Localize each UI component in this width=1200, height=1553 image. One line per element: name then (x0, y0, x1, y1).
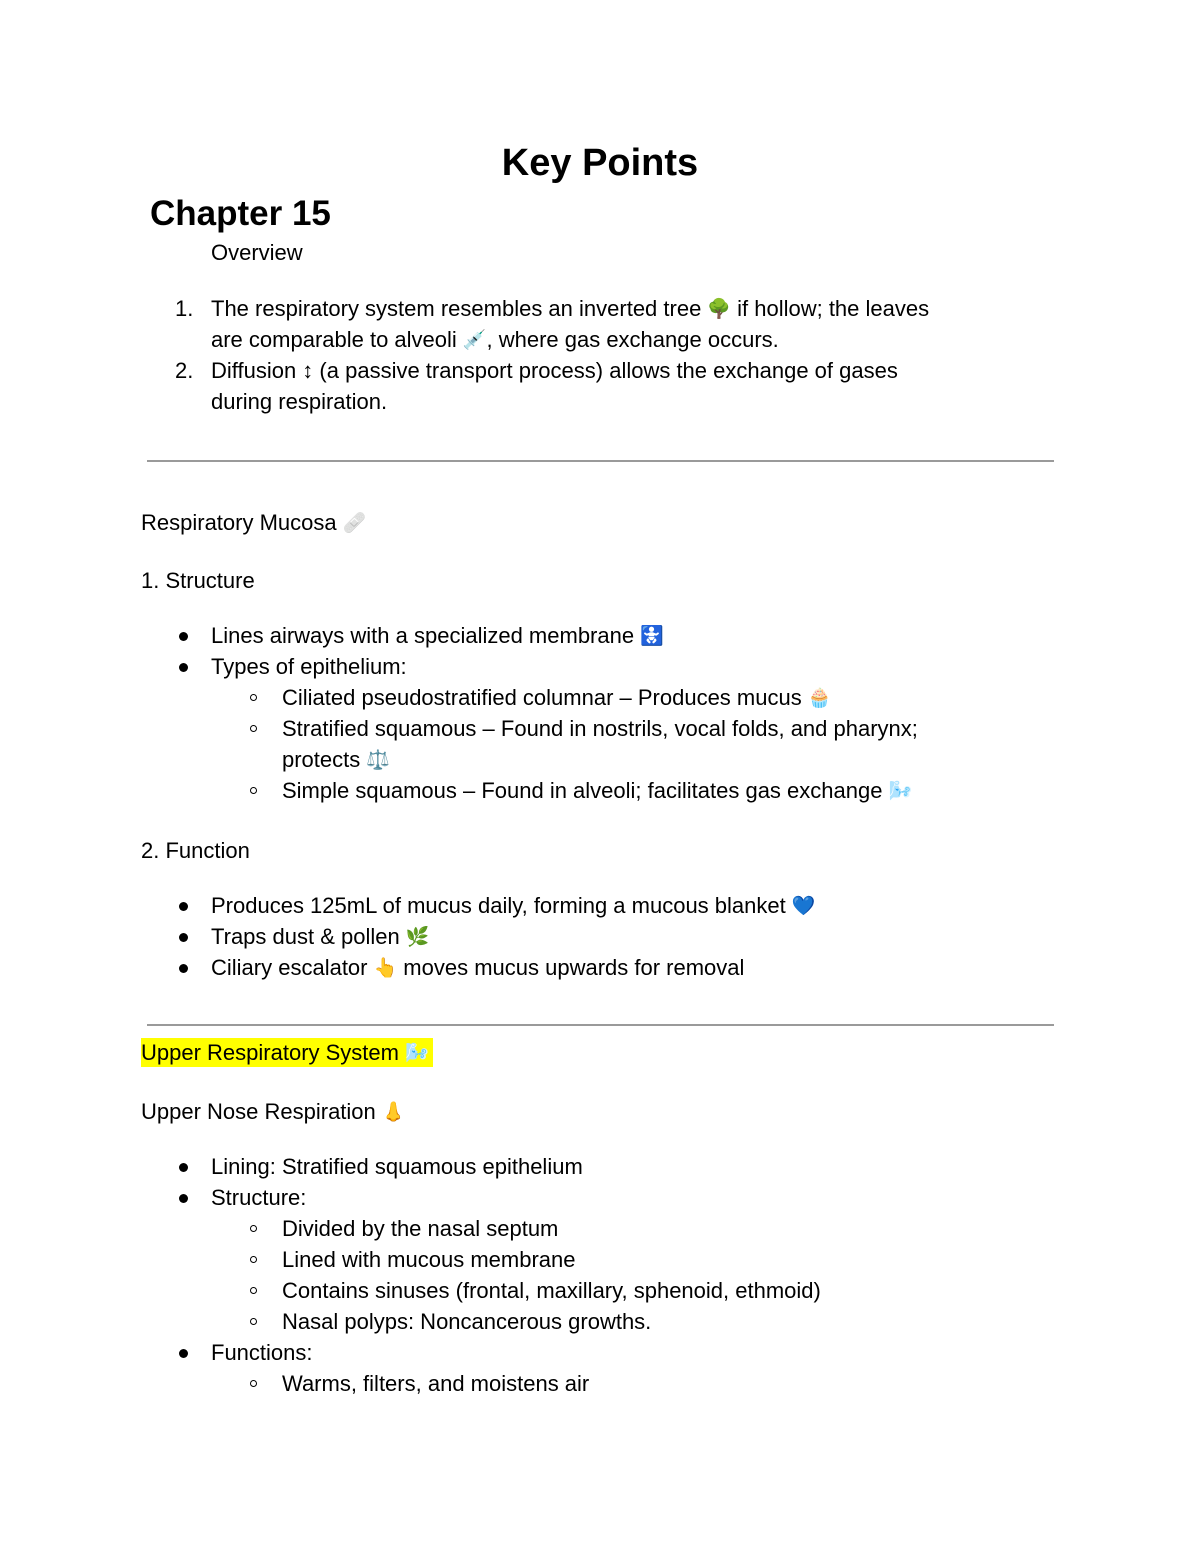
chapter-heading: Chapter 15 (150, 194, 331, 233)
subsection-heading: 1. Structure (141, 568, 255, 593)
item-text: Traps dust & pollen (211, 924, 400, 949)
nose-icon: 👃 (381, 1102, 406, 1123)
list-number: 1. (175, 296, 194, 321)
list-number: 2. (175, 358, 194, 383)
page-title: Key Points (501, 142, 699, 184)
sub-bullet-icon (250, 725, 257, 732)
list-item (211, 890, 815, 922)
heart-icon: 💙 (791, 896, 816, 917)
list-item: Divided by the nasal septum (282, 1216, 559, 1241)
list-item: Nasal polyps: Noncancerous growths. (282, 1309, 652, 1334)
subsection-heading (141, 1096, 405, 1128)
list-item: Diffusion ↕ (a passive transport process) allows the exchange of gases (211, 358, 898, 383)
bandage-icon: 🩹 (342, 513, 367, 534)
sub-bullet-icon (250, 787, 257, 794)
bullet-icon (179, 964, 188, 973)
heading-text: Upper Nose Respiration (141, 1099, 376, 1124)
bullet-icon (179, 933, 188, 942)
list-item: Functions: (211, 1340, 313, 1365)
list-item: Types of epithelium: (211, 654, 407, 679)
sub-bullet-icon (250, 1225, 257, 1232)
sub-bullet-icon (250, 1380, 257, 1387)
divider (147, 1024, 1054, 1026)
heading-text: Upper Respiratory System (141, 1040, 399, 1065)
item-text: Ciliated pseudostratified columnar – Produces mucus (282, 685, 802, 710)
item-text: , where gas exchange occurs. (486, 327, 779, 352)
list-item: Lined with mucous membrane (282, 1247, 576, 1272)
item-text: moves mucus upwards for removal (403, 955, 745, 980)
bullet-icon (179, 902, 188, 911)
wind-icon: 🌬️ (404, 1043, 429, 1064)
section-heading (141, 507, 366, 539)
item-text: Produces 125mL of mucus daily, forming a mucous blanket (211, 893, 786, 918)
list-item: Warms, filters, and moistens air (282, 1371, 590, 1396)
item-text: if hollow; the leaves (737, 296, 930, 321)
sub-bullet-icon (250, 694, 257, 701)
herb-icon: 🌿 (405, 927, 430, 948)
overview-label: Overview (211, 240, 303, 265)
list-item (282, 682, 831, 714)
list-item (211, 620, 664, 652)
list-item-continuation: during respiration. (211, 389, 388, 414)
bullet-icon (179, 1194, 188, 1203)
sub-bullet-icon (250, 1287, 257, 1294)
divider (147, 460, 1054, 462)
list-item: Lining: Stratified squamous epithelium (211, 1154, 583, 1179)
tree-icon: 🌳 (707, 299, 731, 320)
cupcake-icon: 🧁 (807, 688, 832, 709)
sub-bullet-icon (250, 1318, 257, 1325)
scales-icon: ⚖️ (366, 750, 390, 771)
list-item (211, 952, 744, 984)
item-text: are comparable to alveoli (211, 327, 457, 352)
baby-symbol-icon: 🚼 (640, 626, 664, 647)
list-item: Contains sinuses (frontal, maxillary, sphenoid, ethmoid) (282, 1278, 821, 1303)
list-item-continuation (282, 744, 390, 776)
list-item (282, 775, 912, 807)
item-text: Lines airways with a specialized membrane (211, 623, 635, 648)
list-item-continuation (211, 324, 779, 356)
section-heading (141, 1037, 433, 1069)
item-text: The respiratory system resembles an inverted tree (211, 296, 702, 321)
heading-text: Respiratory Mucosa (141, 510, 337, 535)
item-text: Simple squamous – Found in alveoli; facilitates gas exchange (282, 778, 883, 803)
pointing-up-icon: 👆 (373, 958, 398, 979)
bullet-icon (179, 663, 188, 672)
sub-bullet-icon (250, 1256, 257, 1263)
item-text: protects (282, 747, 361, 772)
list-item: Stratified squamous – Found in nostrils, vocal folds, and pharynx; (282, 716, 918, 741)
list-item: Structure: (211, 1185, 307, 1210)
list-item (211, 921, 429, 953)
subsection-heading: 2. Function (141, 838, 250, 863)
bullet-icon (179, 1163, 188, 1172)
wind-icon: 🌬️ (888, 781, 913, 802)
syringe-icon: 💉 (462, 330, 487, 351)
bullet-icon (179, 1349, 188, 1358)
list-item (211, 293, 929, 325)
item-text: Ciliary escalator (211, 955, 368, 980)
bullet-icon (179, 632, 188, 641)
highlighted-heading (141, 1038, 433, 1067)
